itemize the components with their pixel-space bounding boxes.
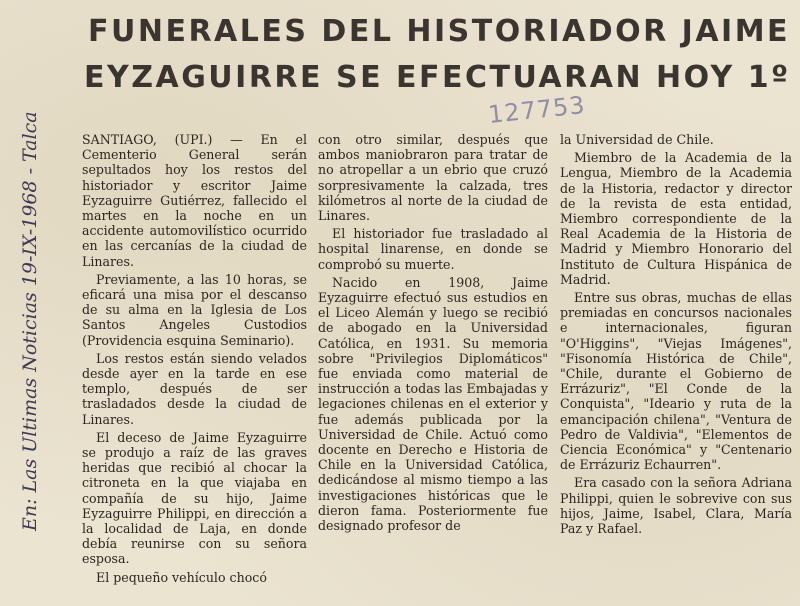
paragraph: Entre sus obras, muchas de ellas premiadas en concursos nacionales e internacionales, figuran "O'Higgins", "Viejas Imágenes", "Fisonomía Histórica de Chile", "Chile, durante el Gobierno de Errázuriz", "El Conde de la Conquista", "Ideario y ruta de la emancipación chilena", "Ventura de Pedro de Valdivia", "Elementos de Ciencia Económica" y "Centenario de Errázuriz Echaurren".	[560, 290, 792, 473]
paragraph: Nacido en 1908, Jaime Eyzaguirre efectuó sus estudios en el Liceo Alemán y luego se recibió de abogado en la Universidad Católica, en 1931. Su memoria sobre "Privilegios Diplomáticos" fue enviada como material de instrucción a todas las Embajadas y legaciones chilenas en el exterior y fue además publicada por la Universidad de Chile. Actuó como docente en Derecho e Historia de Chile en la Universidad Católica, dedicándose al mismo tiempo a las investigaciones históricas que le dieron fama. Posteriormente fue designado profesor de	[318, 274, 548, 534]
paragraph: la Universidad de Chile.	[560, 132, 714, 147]
archive-number-stamp: 127753	[486, 90, 587, 130]
paragraph: Era casado con la señora Adriana Philippi, quien le sobrevive con sus hijos, Jaime, Isabel, Clara, María Paz y Rafael.	[560, 475, 792, 537]
paragraph: SANTIAGO, (UPI.) — En el Cementerio General serán sepultados hoy los restos del historiador y escritor Jaime Eyzaguirre Gutiérrez, fallecido el martes en la noche en un accidente automovilístico ocurrido en las cercanías de la ciudad de Linares.	[82, 132, 307, 269]
paragraph: con otro similar, después que ambos maniobraron para tratar de no atropellar a un ebrio que cruzó sorpresivamente la calzada, tres kilómetros al norte de la ciudad de Linares.	[318, 132, 548, 224]
paragraph: El historiador fue trasladado al hospital linarense, en donde se comprobó su muerte.	[318, 226, 548, 272]
headline-line-2: EYZAGUIRRE SE EFECTUARAN HOY 1º	[84, 60, 791, 95]
paragraph: Previamente, a las 10 horas, se eficará una misa por el descanso de su alma en la Iglesia de Los Santos Angeles Custodios (Providencia esquina Seminario).	[82, 271, 307, 348]
handwritten-source-note: En: Las Ultimas Noticias 19-IX-1968 - Talca	[19, 111, 41, 531]
article-column-2	[318, 132, 548, 598]
paragraph: El pequeño vehículo chocó	[96, 569, 267, 585]
article-column-3	[560, 132, 792, 598]
headline-line-1: FUNERALES DEL HISTORIADOR JAIME	[88, 14, 791, 49]
paragraph: Miembro de la Academia de la Lengua, Miembro de la Academia de la Historia, redactor y director de la revista de esta entidad, Miembro correspondiente de la Real Academia de la Historia de Madrid y Miembro Honorario del Instituto de Cultura Hispánica de Madrid.	[560, 150, 792, 287]
paragraph: Los restos están siendo velados desde ayer en la tarde en ese templo, después de ser trasladados desde la ciudad de Linares.	[82, 350, 307, 427]
article-column-1	[82, 132, 307, 598]
paragraph: El deceso de Jaime Eyzaguirre se produjo a raíz de las graves heridas que recibió al chocar la citroneta en la que viajaba en compañía de su hijo, Jaime Eyzaguirre Philippi, en dirección a la localidad de Laja, en donde debía reunirse con su señora esposa.	[82, 429, 307, 567]
